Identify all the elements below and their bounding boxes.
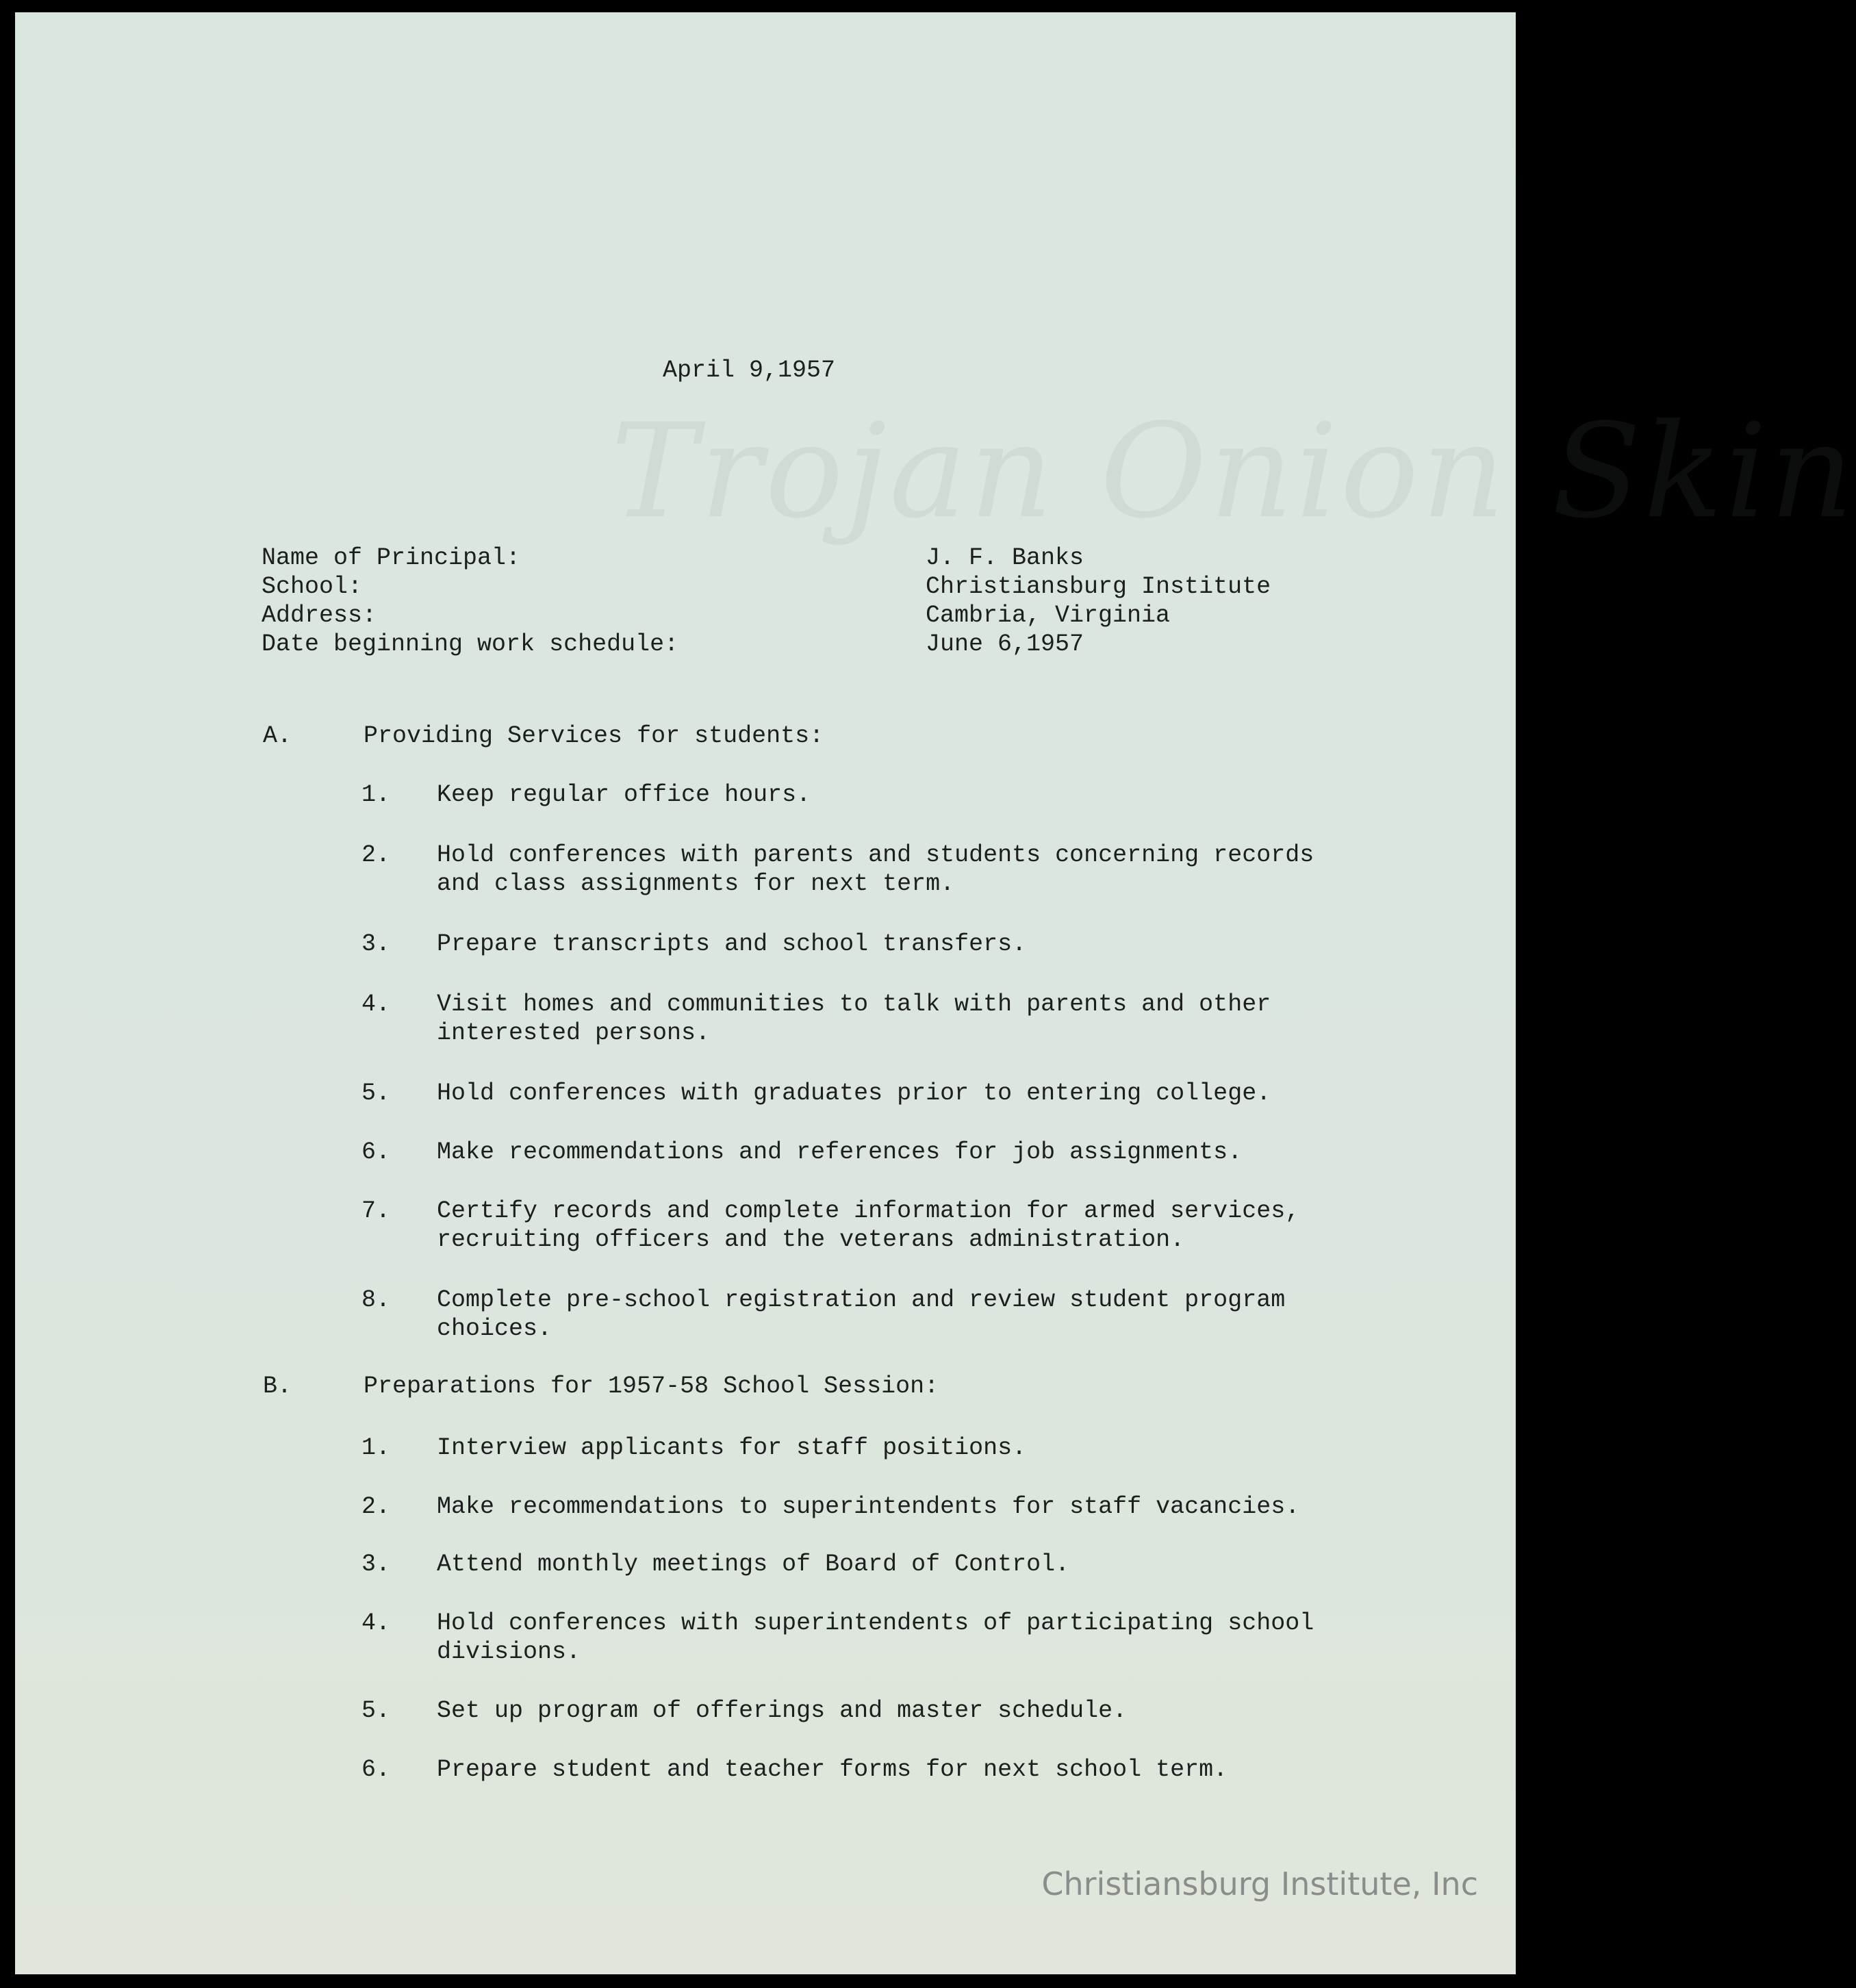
section-a-title: Providing Services for students: [364,722,824,750]
section-b-item-1-number: 1. [361,1434,391,1462]
section-b-title: Preparations for 1957-58 School Session: [364,1373,939,1400]
section-a-item-3-number: 3. [361,930,391,958]
section-a-item-2-line-1: Hold conferences with parents and students concerning records [437,841,1314,869]
section-b-item-6-line-1: Prepare student and teacher forms for next school term. [437,1756,1228,1783]
section-a-item-2-line-2: and class assignments for next term. [437,870,955,897]
section-a-item-8-line-2: choices. [437,1315,552,1342]
section-a-letter: A. [263,722,292,750]
footer-credit-watermark: Christiansburg Institute, Inc [1041,1865,1478,1902]
document-page [15,12,1856,1974]
header-value-address: Cambria, Virginia [926,602,1171,629]
section-a-item-7-line-1: Certify records and complete information for armed services, [437,1197,1300,1225]
section-a-item-4-number: 4. [361,991,391,1018]
header-label-address: Address: [262,602,377,629]
section-b-item-1-line-1: Interview applicants for staff positions. [437,1434,1027,1462]
section-a-item-1-line-1: Keep regular office hours. [437,781,811,808]
section-a-item-4-line-1: Visit homes and communities to talk with parents and other [437,991,1271,1018]
section-b-item-4-line-1: Hold conferences with superintendents of participating school [437,1609,1314,1637]
section-b-item-2-number: 2. [361,1493,391,1520]
section-b-letter: B. [263,1373,292,1400]
header-value-date-beginning: June 6,1957 [926,630,1084,658]
section-b-item-5-number: 5. [361,1697,391,1724]
section-a-item-8-number: 8. [361,1286,391,1314]
section-a-item-8-line-1: Complete pre-school registration and review student program [437,1286,1286,1314]
section-a-item-7-line-2: recruiting officers and the veterans administration. [437,1226,1185,1253]
header-label-date-beginning: Date beginning work schedule: [262,630,679,658]
document-date: April 9,1957 [663,357,836,384]
section-a-item-4-line-2: interested persons. [437,1019,711,1047]
section-a-item-6-number: 6. [361,1138,391,1166]
header-value-principal: J. F. Banks [926,544,1084,572]
section-b-item-3-number: 3. [361,1551,391,1578]
header-label-school: School: [262,573,363,600]
section-b-item-3-line-1: Attend monthly meetings of Board of Control. [437,1551,1070,1578]
section-a-item-7-number: 7. [361,1197,391,1225]
section-b-item-4-number: 4. [361,1609,391,1637]
section-b-item-6-number: 6. [361,1756,391,1783]
section-a-item-5-number: 5. [361,1080,391,1107]
section-a-item-6-line-1: Make recommendations and references for job assignments. [437,1138,1243,1166]
section-a-item-1-number: 1. [361,781,391,808]
section-b-item-4-line-2: divisions. [437,1638,581,1666]
header-value-school: Christiansburg Institute [926,573,1271,600]
section-a-item-3-line-1: Prepare transcripts and school transfers. [437,930,1027,958]
section-a-item-2-number: 2. [361,841,391,869]
section-b-item-2-line-1: Make recommendations to superintendents for staff vacancies. [437,1493,1300,1520]
section-b-item-5-line-1: Set up program of offerings and master schedule. [437,1697,1128,1724]
section-a-item-5-line-1: Hold conferences with graduates prior to entering college. [437,1080,1271,1107]
header-label-principal: Name of Principal: [262,544,521,572]
paper-watermark: Trojan Onion Skin [611,396,1856,547]
